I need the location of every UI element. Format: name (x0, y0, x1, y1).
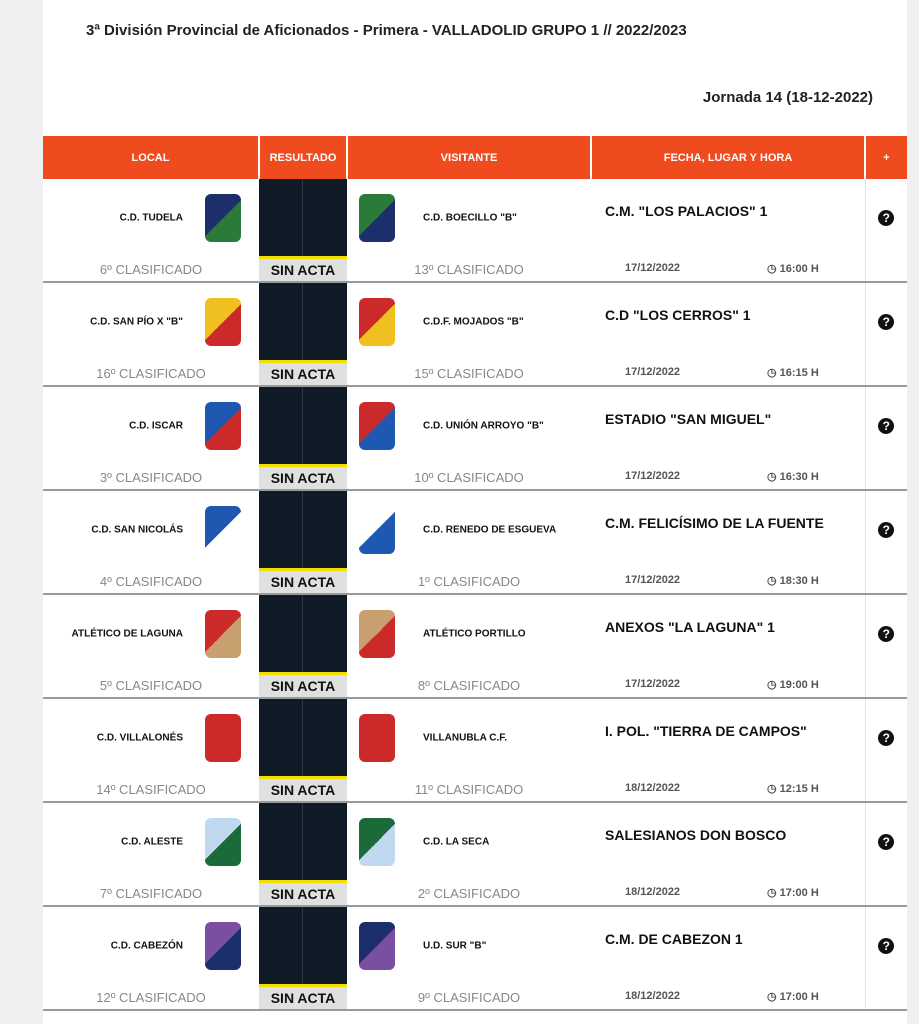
col-local: LOCAL (43, 136, 259, 179)
local-position: 6º CLASIFICADO (99, 261, 203, 277)
visitor-position: 1º CLASIFICADO (417, 573, 521, 589)
match-row[interactable] (43, 179, 907, 258)
result-board (259, 387, 347, 464)
visitor-position: 8º CLASIFICADO (417, 677, 521, 693)
help-cell-empty (865, 362, 907, 387)
result-cell (259, 594, 347, 674)
venue-name: C.M. DE CABEZON 1 (605, 931, 743, 947)
datetime-cell (591, 362, 865, 387)
help-cell[interactable] (865, 802, 907, 882)
venue-cell (591, 802, 865, 882)
local-team-cell[interactable] (43, 906, 259, 986)
match-time-value: 17:00 H (779, 887, 819, 900)
visitor-team-name[interactable]: C.D.F. MOJADOS "B" (423, 316, 524, 328)
visitor-team-crest-icon (359, 610, 395, 658)
match-row[interactable] (43, 282, 907, 362)
match-row[interactable] (43, 594, 907, 674)
match-row[interactable] (43, 386, 907, 466)
help-cell[interactable] (865, 594, 907, 674)
result-cell (259, 698, 347, 778)
result-status: SIN ACTA (259, 570, 347, 595)
visitor-team-name[interactable]: C.D. BOECILLO "B" (423, 212, 517, 224)
match-time: ◷ 12:15 H (767, 783, 819, 796)
result-board (259, 803, 347, 880)
result-status: SIN ACTA (259, 362, 347, 387)
visitor-team-crest-icon (359, 194, 395, 242)
help-cell-empty (865, 258, 907, 283)
local-position: 14º CLASIFICADO (96, 781, 206, 797)
visitor-team-name[interactable]: ATLÉTICO PORTILLO (423, 628, 526, 640)
match-row-meta (43, 570, 907, 595)
visitor-position: 13º CLASIFICADO (414, 261, 524, 277)
local-position: 3º CLASIFICADO (99, 469, 203, 485)
question-circle-icon[interactable]: ? (878, 938, 894, 954)
col-info: FECHA, LUGAR Y HORA (591, 136, 865, 179)
match-row-meta (43, 882, 907, 907)
match-date: 17/12/2022 (625, 678, 681, 691)
venue-name: ESTADIO "SAN MIGUEL" (605, 411, 772, 427)
result-cell (259, 802, 347, 882)
result-status: SIN ACTA (259, 466, 347, 491)
match-time-value: 16:15 H (779, 367, 819, 380)
local-team-cell[interactable] (43, 386, 259, 466)
help-cell-empty (865, 466, 907, 491)
match-time: ◷ 18:30 H (767, 575, 819, 588)
visitor-team-crest-icon (359, 506, 395, 554)
match-date: 17/12/2022 (625, 470, 681, 483)
result-cell (259, 906, 347, 986)
local-team-cell[interactable] (43, 594, 259, 674)
match-time-value: 16:00 H (779, 263, 819, 276)
help-cell[interactable] (865, 282, 907, 362)
visitor-team-cell[interactable] (347, 698, 591, 778)
visitor-team-name[interactable]: C.D. LA SECA (423, 836, 490, 848)
venue-name: SALESIANOS DON BOSCO (605, 827, 787, 843)
local-team-name[interactable]: C.D. ALESTE (121, 836, 183, 848)
match-time: ◷ 19:00 H (767, 679, 819, 692)
visitor-position: 10º CLASIFICADO (414, 469, 524, 485)
page-title: 3ª División Provincial de Aficionados - Primera - VALLADOLID GRUPO 1 // 2022/2023 (86, 22, 687, 39)
match-time-value: 12:15 H (779, 783, 819, 796)
venue-cell (591, 906, 865, 986)
match-row[interactable] (43, 698, 907, 778)
result-status: SIN ACTA (259, 882, 347, 907)
local-team-name[interactable]: C.D. VILLALONÉS (96, 732, 183, 744)
col-plus: + (865, 136, 907, 179)
venue-name: C.M. "LOS PALACIOS" 1 (605, 203, 768, 219)
col-resultado: RESULTADO (259, 136, 347, 179)
question-circle-icon[interactable]: ? (878, 210, 894, 226)
local-team-name[interactable]: C.D. SAN NICOLÁS (91, 524, 183, 536)
venue-cell (591, 490, 865, 570)
match-date: 18/12/2022 (625, 782, 681, 795)
help-cell-empty (865, 986, 907, 1011)
datetime-cell (591, 570, 865, 595)
local-team-cell[interactable] (43, 179, 259, 258)
local-team-crest-icon (205, 922, 241, 970)
match-date: 17/12/2022 (625, 574, 681, 587)
result-status: SIN ACTA (259, 986, 347, 1011)
col-visitante: VISITANTE (347, 136, 591, 179)
visitor-team-cell[interactable] (347, 594, 591, 674)
local-team-crest-icon (205, 298, 241, 346)
local-team-crest-icon (205, 818, 241, 866)
match-time-value: 19:00 H (779, 679, 819, 692)
local-team-crest-icon (205, 194, 241, 242)
match-time: ◷ 16:00 H (767, 263, 819, 276)
local-position: 16º CLASIFICADO (96, 365, 206, 381)
visitor-team-cell[interactable] (347, 906, 591, 986)
table-header (43, 136, 907, 179)
visitor-team-cell[interactable] (347, 802, 591, 882)
datetime-cell (591, 466, 865, 491)
match-row-meta (43, 778, 907, 803)
jornada-label: Jornada 14 (18-12-2022) (702, 89, 873, 106)
local-team-cell[interactable] (43, 802, 259, 882)
result-board (259, 179, 347, 256)
visitor-position: 2º CLASIFICADO (417, 885, 521, 901)
venue-cell (591, 594, 865, 674)
match-time: ◷ 16:30 H (767, 471, 819, 484)
match-row[interactable] (43, 802, 907, 882)
match-time-value: 17:00 H (779, 991, 819, 1004)
result-status: SIN ACTA (259, 258, 347, 283)
datetime-cell (591, 258, 865, 283)
match-date: 18/12/2022 (625, 886, 681, 899)
local-team-name[interactable]: C.D. CABEZÓN (110, 940, 183, 952)
match-row[interactable] (43, 490, 907, 570)
question-circle-icon[interactable]: ? (878, 418, 894, 434)
question-circle-icon[interactable]: ? (878, 730, 894, 746)
help-cell[interactable] (865, 698, 907, 778)
visitor-team-name[interactable]: C.D. UNIÓN ARROYO "B" (423, 420, 544, 432)
result-board (259, 595, 347, 672)
visitor-team-cell[interactable] (347, 179, 591, 258)
local-team-name[interactable]: C.D. TUDELA (119, 212, 183, 224)
question-circle-icon[interactable]: ? (878, 314, 894, 330)
match-date: 17/12/2022 (625, 262, 681, 275)
help-cell-empty (865, 570, 907, 595)
visitor-team-crest-icon (359, 922, 395, 970)
match-time: ◷ 17:00 H (767, 991, 819, 1004)
visitor-position: 11º CLASIFICADO (414, 781, 524, 797)
visitor-team-crest-icon (359, 818, 395, 866)
help-cell[interactable] (865, 490, 907, 570)
visitor-team-cell[interactable] (347, 282, 591, 362)
venue-name: C.M. FELICÍSIMO DE LA FUENTE (605, 515, 824, 531)
visitor-team-crest-icon (359, 714, 395, 762)
local-position: 4º CLASIFICADO (99, 573, 203, 589)
help-cell-empty (865, 882, 907, 907)
result-cell (259, 282, 347, 362)
visitor-team-crest-icon (359, 402, 395, 450)
result-cell (259, 386, 347, 466)
matches-table (43, 136, 907, 1011)
match-time-value: 18:30 H (779, 575, 819, 588)
match-time: ◷ 17:00 H (767, 887, 819, 900)
local-team-name[interactable]: C.D. ISCAR (129, 420, 183, 432)
visitor-position: 9º CLASIFICADO (417, 989, 521, 1005)
match-row-meta (43, 362, 907, 387)
venue-cell (591, 282, 865, 362)
venue-name: I. POL. "TIERRA DE CAMPOS" (605, 723, 807, 739)
result-board (259, 283, 347, 360)
local-team-crest-icon (205, 402, 241, 450)
visitor-team-cell[interactable] (347, 490, 591, 570)
help-cell[interactable] (865, 386, 907, 466)
local-team-crest-icon (205, 610, 241, 658)
match-row-meta (43, 258, 907, 283)
datetime-cell (591, 986, 865, 1011)
local-team-name[interactable]: C.D. SAN PÍO X "B" (90, 316, 183, 328)
visitor-position: 15º CLASIFICADO (414, 365, 524, 381)
result-cell (259, 179, 347, 258)
result-board (259, 907, 347, 984)
venue-name: ANEXOS "LA LAGUNA" 1 (605, 619, 775, 635)
help-cell-empty (865, 778, 907, 803)
datetime-cell (591, 674, 865, 699)
result-cell (259, 490, 347, 570)
local-position: 5º CLASIFICADO (99, 677, 203, 693)
venue-cell (591, 179, 865, 258)
visitor-team-name[interactable]: C.D. RENEDO DE ESGUEVA (423, 524, 557, 536)
question-circle-icon[interactable]: ? (878, 834, 894, 850)
visitor-team-name[interactable]: U.D. SUR "B" (423, 940, 487, 952)
match-row-meta (43, 674, 907, 699)
datetime-cell (591, 882, 865, 907)
local-team-cell[interactable] (43, 490, 259, 570)
result-status: SIN ACTA (259, 778, 347, 803)
match-time: ◷ 16:15 H (767, 367, 819, 380)
venue-name: C.D "LOS CERROS" 1 (605, 307, 751, 323)
local-position: 12º CLASIFICADO (96, 989, 206, 1005)
result-board (259, 699, 347, 776)
local-team-cell[interactable] (43, 282, 259, 362)
match-row[interactable] (43, 906, 907, 986)
datetime-cell (591, 778, 865, 803)
match-time-value: 16:30 H (779, 471, 819, 484)
result-status: SIN ACTA (259, 674, 347, 699)
visitor-team-name[interactable]: VILLANUBLA C.F. (423, 732, 508, 744)
match-row-meta (43, 466, 907, 491)
local-team-name[interactable]: ATLÉTICO DE LAGUNA (71, 628, 183, 640)
match-date: 18/12/2022 (625, 990, 681, 1003)
venue-cell (591, 698, 865, 778)
help-cell-empty (865, 674, 907, 699)
question-circle-icon[interactable]: ? (878, 626, 894, 642)
result-board (259, 491, 347, 568)
visitor-team-cell[interactable] (347, 386, 591, 466)
local-position: 7º CLASIFICADO (99, 885, 203, 901)
help-cell[interactable] (865, 179, 907, 258)
local-team-crest-icon (205, 714, 241, 762)
local-team-crest-icon (205, 506, 241, 554)
visitor-team-crest-icon (359, 298, 395, 346)
local-team-cell[interactable] (43, 698, 259, 778)
question-circle-icon[interactable]: ? (878, 522, 894, 538)
venue-cell (591, 386, 865, 466)
match-row-meta (43, 986, 907, 1011)
match-date: 17/12/2022 (625, 366, 681, 379)
help-cell[interactable] (865, 906, 907, 986)
